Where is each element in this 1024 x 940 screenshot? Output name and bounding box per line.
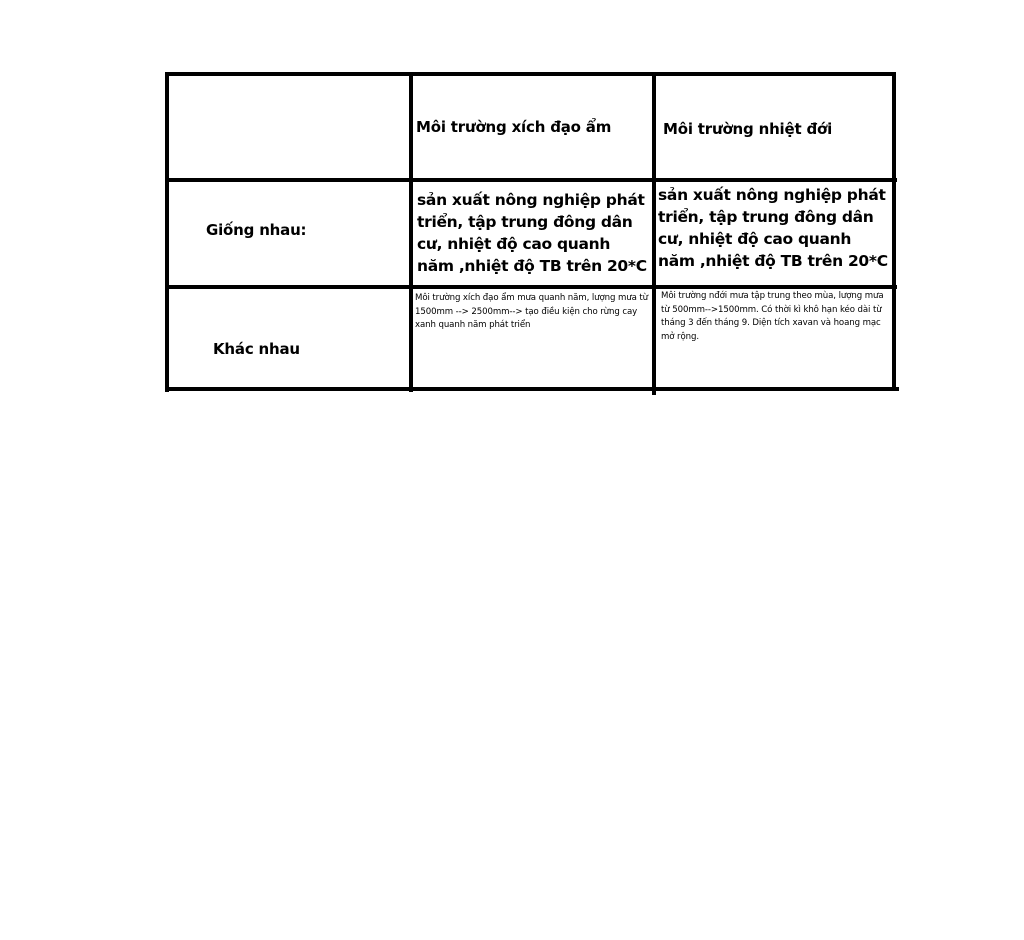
table-cell-similarities-equatorial: sản xuất nông nghiệp phát triển, tập trung đông dân cư, nhiệt độ cao quanh năm ,nhiệt độ TB trên 20*C — [417, 191, 647, 275]
table-border-top — [165, 72, 896, 76]
table-divider-header — [166, 178, 897, 182]
row-label-similarities: Giống nhau: — [206, 221, 307, 239]
table-border-left — [165, 72, 169, 392]
table-divider-row — [166, 285, 897, 289]
table-divider-col-1 — [409, 72, 413, 392]
table-cell-differences-tropical: Môi trường nđới mưa tập trung theo mùa, lượng mưa từ 500mm-->1500mm. Có thời kì khô hạn kéo dài từ tháng 3 đến tháng 9. Diện tích xavan và hoang mạc mở rộng. — [661, 291, 884, 342]
table-cell-differences-equatorial: Môi trường xích đạo ẩm mưa quanh năm, lượng mưa từ 1500mm --> 2500mm--> tạo điều kiện cho rừng cay xanh quanh năm phát triển — [415, 293, 649, 330]
row-label-differences: Khác nhau — [213, 340, 300, 358]
table-header-equatorial: Môi trường xích đạo ẩm — [416, 118, 612, 136]
table-divider-col-2 — [652, 72, 656, 395]
table-header-tropical: Môi trường nhiệt đới — [663, 120, 833, 138]
table-cell-similarities-tropical: sản xuất nông nghiệp phát triển, tập trung đông dân cư, nhiệt độ cao quanh năm ,nhiệt độ TB trên 20*C — [658, 186, 888, 270]
table-border-bottom — [165, 387, 899, 391]
